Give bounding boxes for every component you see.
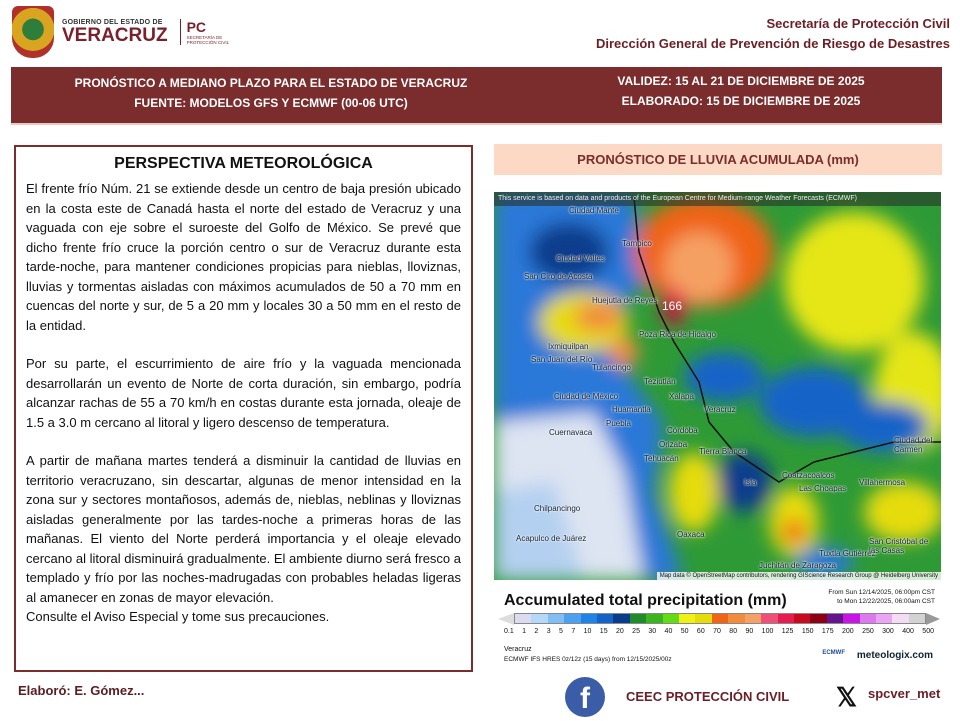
color-swatch — [794, 614, 810, 623]
scale-tick-label: 50 — [680, 628, 689, 635]
color-swatch — [515, 614, 531, 623]
scale-tick-label: 40 — [664, 628, 673, 635]
color-swatch — [778, 614, 794, 623]
color-swatch — [827, 614, 843, 623]
scale-tick-label: 25 — [632, 628, 640, 635]
color-scale-ticks — [504, 628, 934, 635]
twitter-handle[interactable]: spcver_met — [868, 686, 941, 701]
logo-pc-sub1: SECRETARÍA DE — [186, 35, 223, 40]
color-swatch — [860, 614, 876, 623]
city-label: Poza Rica de Hidalgo — [639, 330, 716, 339]
city-label: Ciudad de México — [554, 392, 619, 401]
scale-tick-label: 10 — [583, 628, 592, 635]
city-label: Las Choapas — [799, 484, 847, 493]
scale-tick-label: 200 — [841, 628, 854, 635]
scale-tick-label: 100 — [761, 628, 774, 635]
color-swatch — [745, 614, 761, 623]
city-label: San Juan del Río — [531, 355, 593, 364]
author-credit: Elaboró: E. Gómez... — [18, 683, 145, 698]
color-swatch — [646, 614, 662, 623]
rain-forecast-title: PRONÓSTICO DE LLUVIA ACUMULADA (mm) — [494, 144, 942, 175]
veracruz-coat-of-arms-icon — [12, 6, 54, 58]
scale-tick-label: 400 — [902, 628, 914, 635]
logo-pc: PC — [186, 19, 207, 35]
color-swatch — [564, 614, 580, 623]
color-swatch — [909, 614, 925, 623]
map-credit: Map data © OpenStreetMap contributors, rendering GIScience Research Group @ Heidelberg University — [657, 572, 941, 580]
precipitation-field — [494, 192, 941, 580]
scale-tick-label: 30 — [648, 628, 657, 635]
scale-tick-label: 2 — [534, 628, 539, 635]
city-label: Teziutlán — [644, 377, 676, 386]
scale-tick-label: 3 — [546, 628, 551, 635]
city-label: Juchitán de Zaragoza — [759, 561, 836, 570]
perspective-paragraph: El frente frío Núm. 21 se extiende desde un centro de baja presión ubicado en la costa este de Canadá hasta el norte del estado de Veracruz y una vaguada con eje sobre el suroeste del Golfo de México. Se prevé que dicho frente frío cruce la porción centro o sur de Veracruz durante esta tarde-noche, para mantener condiciones propicias para nieblas, lloviznas, lluvias y tormentas aisladas con máximos acumulados de 50 a 70 mm en cuencas del norte y sur, de 5 a 20 mm y locales 30 a 50 mm en el resto de la entidad. — [26, 181, 461, 333]
forecast-title: PRONÓSTICO A MEDIANO PLAZO PARA EL ESTADO DE VERACRUZ — [74, 76, 468, 90]
city-label: Córdoba — [667, 426, 698, 435]
government-logo — [12, 6, 252, 58]
x-twitter-icon[interactable]: 𝕏 — [836, 682, 857, 712]
color-swatch — [531, 614, 547, 623]
color-swatch — [876, 614, 892, 623]
precipitation-legend — [494, 580, 941, 668]
city-label: Acapulco de Juárez — [516, 534, 587, 543]
city-label: Ciudad Valles — [556, 254, 605, 263]
city-label: Veracruz — [704, 405, 736, 414]
scale-tick-label: 1 — [522, 628, 527, 635]
forecast-date: ELABORADO: 15 DE DICIEMBRE DE 2025 — [621, 94, 861, 108]
city-label: Ciudad Mante — [569, 206, 619, 215]
color-swatch — [630, 614, 646, 623]
color-swatch — [728, 614, 744, 623]
logo-gobierno-text: GOBIERNO DEL ESTADO DE — [62, 19, 163, 26]
facebook-icon[interactable]: f — [565, 677, 605, 717]
color-swatch — [597, 614, 613, 623]
scale-tick-label: 90 — [745, 628, 754, 635]
scale-tick-label: 150 — [801, 628, 814, 635]
logo-pc-sub2: PROTECCIÓN CIVIL — [186, 40, 230, 45]
city-label: Huejutla de Reyes — [592, 296, 658, 305]
color-swatch — [679, 614, 695, 623]
city-label: Isla — [744, 478, 757, 487]
facebook-handle[interactable]: CEEC PROTECCIÓN CIVIL — [626, 689, 790, 704]
forecast-banner — [11, 67, 942, 125]
scale-tick-label: 175 — [821, 628, 834, 635]
legend-arrow-right — [926, 613, 940, 625]
scale-tick-label: 20 — [615, 628, 624, 635]
scale-tick-label: 15 — [599, 628, 608, 635]
perspective-paragraph: Por su parte, el escurrimiento de aire frío y la vaguada mencionada desarrollarán un evento de Norte de corta duración, sin embargo, podría alcanzar rachas de 55 a 70 km/h en costas durante esta jornada, oleaje de 1.5 a 3.0 m cercano al litoral y ligero descenso de temperatura. — [26, 356, 461, 430]
color-swatch — [581, 614, 597, 623]
perspective-panel — [14, 145, 473, 672]
legend-region: Veracruz — [504, 646, 532, 653]
city-label: Huamantla — [612, 405, 651, 414]
city-label: Coatzacoalcos — [782, 471, 835, 480]
city-label: San Cristóbal de las Casas — [869, 537, 929, 555]
city-label: Tuxtla Gutiérrez — [819, 549, 876, 558]
scale-tick-label: 125 — [781, 628, 794, 635]
agency-division: Dirección General de Prevención de Riesgo de Desastres — [595, 36, 950, 51]
perspective-title: PERSPECTIVA METEOROLÓGICA — [114, 155, 373, 172]
header-agency — [596, 14, 950, 54]
color-swatch — [892, 614, 908, 623]
logo-state-text: VERACRUZ — [62, 25, 168, 46]
color-swatch — [613, 614, 629, 623]
city-label: Tampico — [622, 239, 652, 248]
legend-from-date: From Sun 12/14/2025, 06:00pm CST — [828, 589, 935, 596]
city-label: Puebla — [606, 419, 631, 428]
city-label: Xalapa — [669, 392, 694, 401]
perspective-advice: Consulte el Aviso Especial y tome sus precauciones. — [26, 609, 330, 624]
legend-title: Accumulated total precipitation (mm) — [504, 592, 787, 609]
forecast-validity: VALIDEZ: 15 AL 21 DE DICIEMBRE DE 2025 — [617, 74, 865, 88]
legend-to-date: to Mon 12/22/2025, 06:00am CST — [837, 598, 935, 605]
scale-tick-label: 500 — [922, 628, 934, 635]
city-label: San Ciro de Acosta — [524, 272, 593, 281]
city-label: Cuernavaca — [549, 428, 593, 437]
scale-tick-label: 250 — [862, 628, 874, 635]
color-swatch — [843, 614, 859, 623]
city-label: Oaxaca — [677, 530, 705, 539]
precipitation-map — [494, 192, 941, 580]
scale-tick-label: 5 — [559, 628, 563, 635]
color-scale-bar — [514, 613, 926, 624]
scale-tick-label: 70 — [713, 628, 721, 635]
city-label: Ciudad del Carmen — [894, 436, 933, 454]
scale-tick-label: 60 — [696, 628, 705, 635]
city-label: Tulancingo — [592, 363, 631, 372]
city-label: Villahermosa — [859, 478, 906, 487]
color-swatch — [810, 614, 826, 623]
legend-model: ECMWF IFS HRES 0z/12z (15 days) from 12/15/2025/00z — [504, 656, 672, 663]
scale-tick-label: 0.1 — [504, 628, 514, 635]
city-label: Ixmiquilpan — [548, 342, 589, 351]
map-attribution-banner: This service is based on data and products of the European Centre for Medium-range Weather Forecasts (ECMWF) — [494, 192, 941, 206]
legend-arrow-left — [498, 613, 514, 625]
color-swatch — [663, 614, 679, 623]
color-swatch — [712, 614, 728, 623]
city-label: Tierra Blanca — [699, 447, 747, 456]
scale-tick-label: 7 — [571, 628, 576, 635]
scale-tick-label: 80 — [729, 628, 738, 635]
city-label: Chilpancingo — [534, 504, 581, 513]
color-swatch — [548, 614, 564, 623]
forecast-source: FUENTE: MODELOS GFS Y ECMWF (00-06 UTC) — [134, 96, 408, 110]
color-swatch — [761, 614, 777, 623]
meteologix-logo: meteologix.com — [856, 650, 933, 661]
ecmwf-logo: ECMWF — [822, 650, 845, 656]
city-label: Orizaba — [659, 440, 688, 449]
max-precip-label: 166 — [662, 299, 683, 313]
scale-tick-label: 300 — [882, 628, 894, 635]
agency-name: Secretaría de Protección Civil — [766, 16, 950, 31]
perspective-paragraph: A partir de mañana martes tenderá a disminuir la cantidad de lluvias en territorio veracruzano, sin descartar, algunas de menor intensidad en la zona sur y sectores montañosos, además de, nieblas, neblinas y lloviznas aisladas generalmente por las tardes-noche a primeras horas de las mañanas. El viento del Norte perderá importancia y el oleaje elevado cercano al litoral disminuirá gradualmente. El ambiente diurno será fresco a templado y frío por las noches-madrugadas con probables heladas ligeras al amanecer en zonas de mayor elevación. — [26, 453, 461, 605]
city-label: Tehuacán — [644, 454, 679, 463]
color-swatch — [695, 614, 711, 623]
